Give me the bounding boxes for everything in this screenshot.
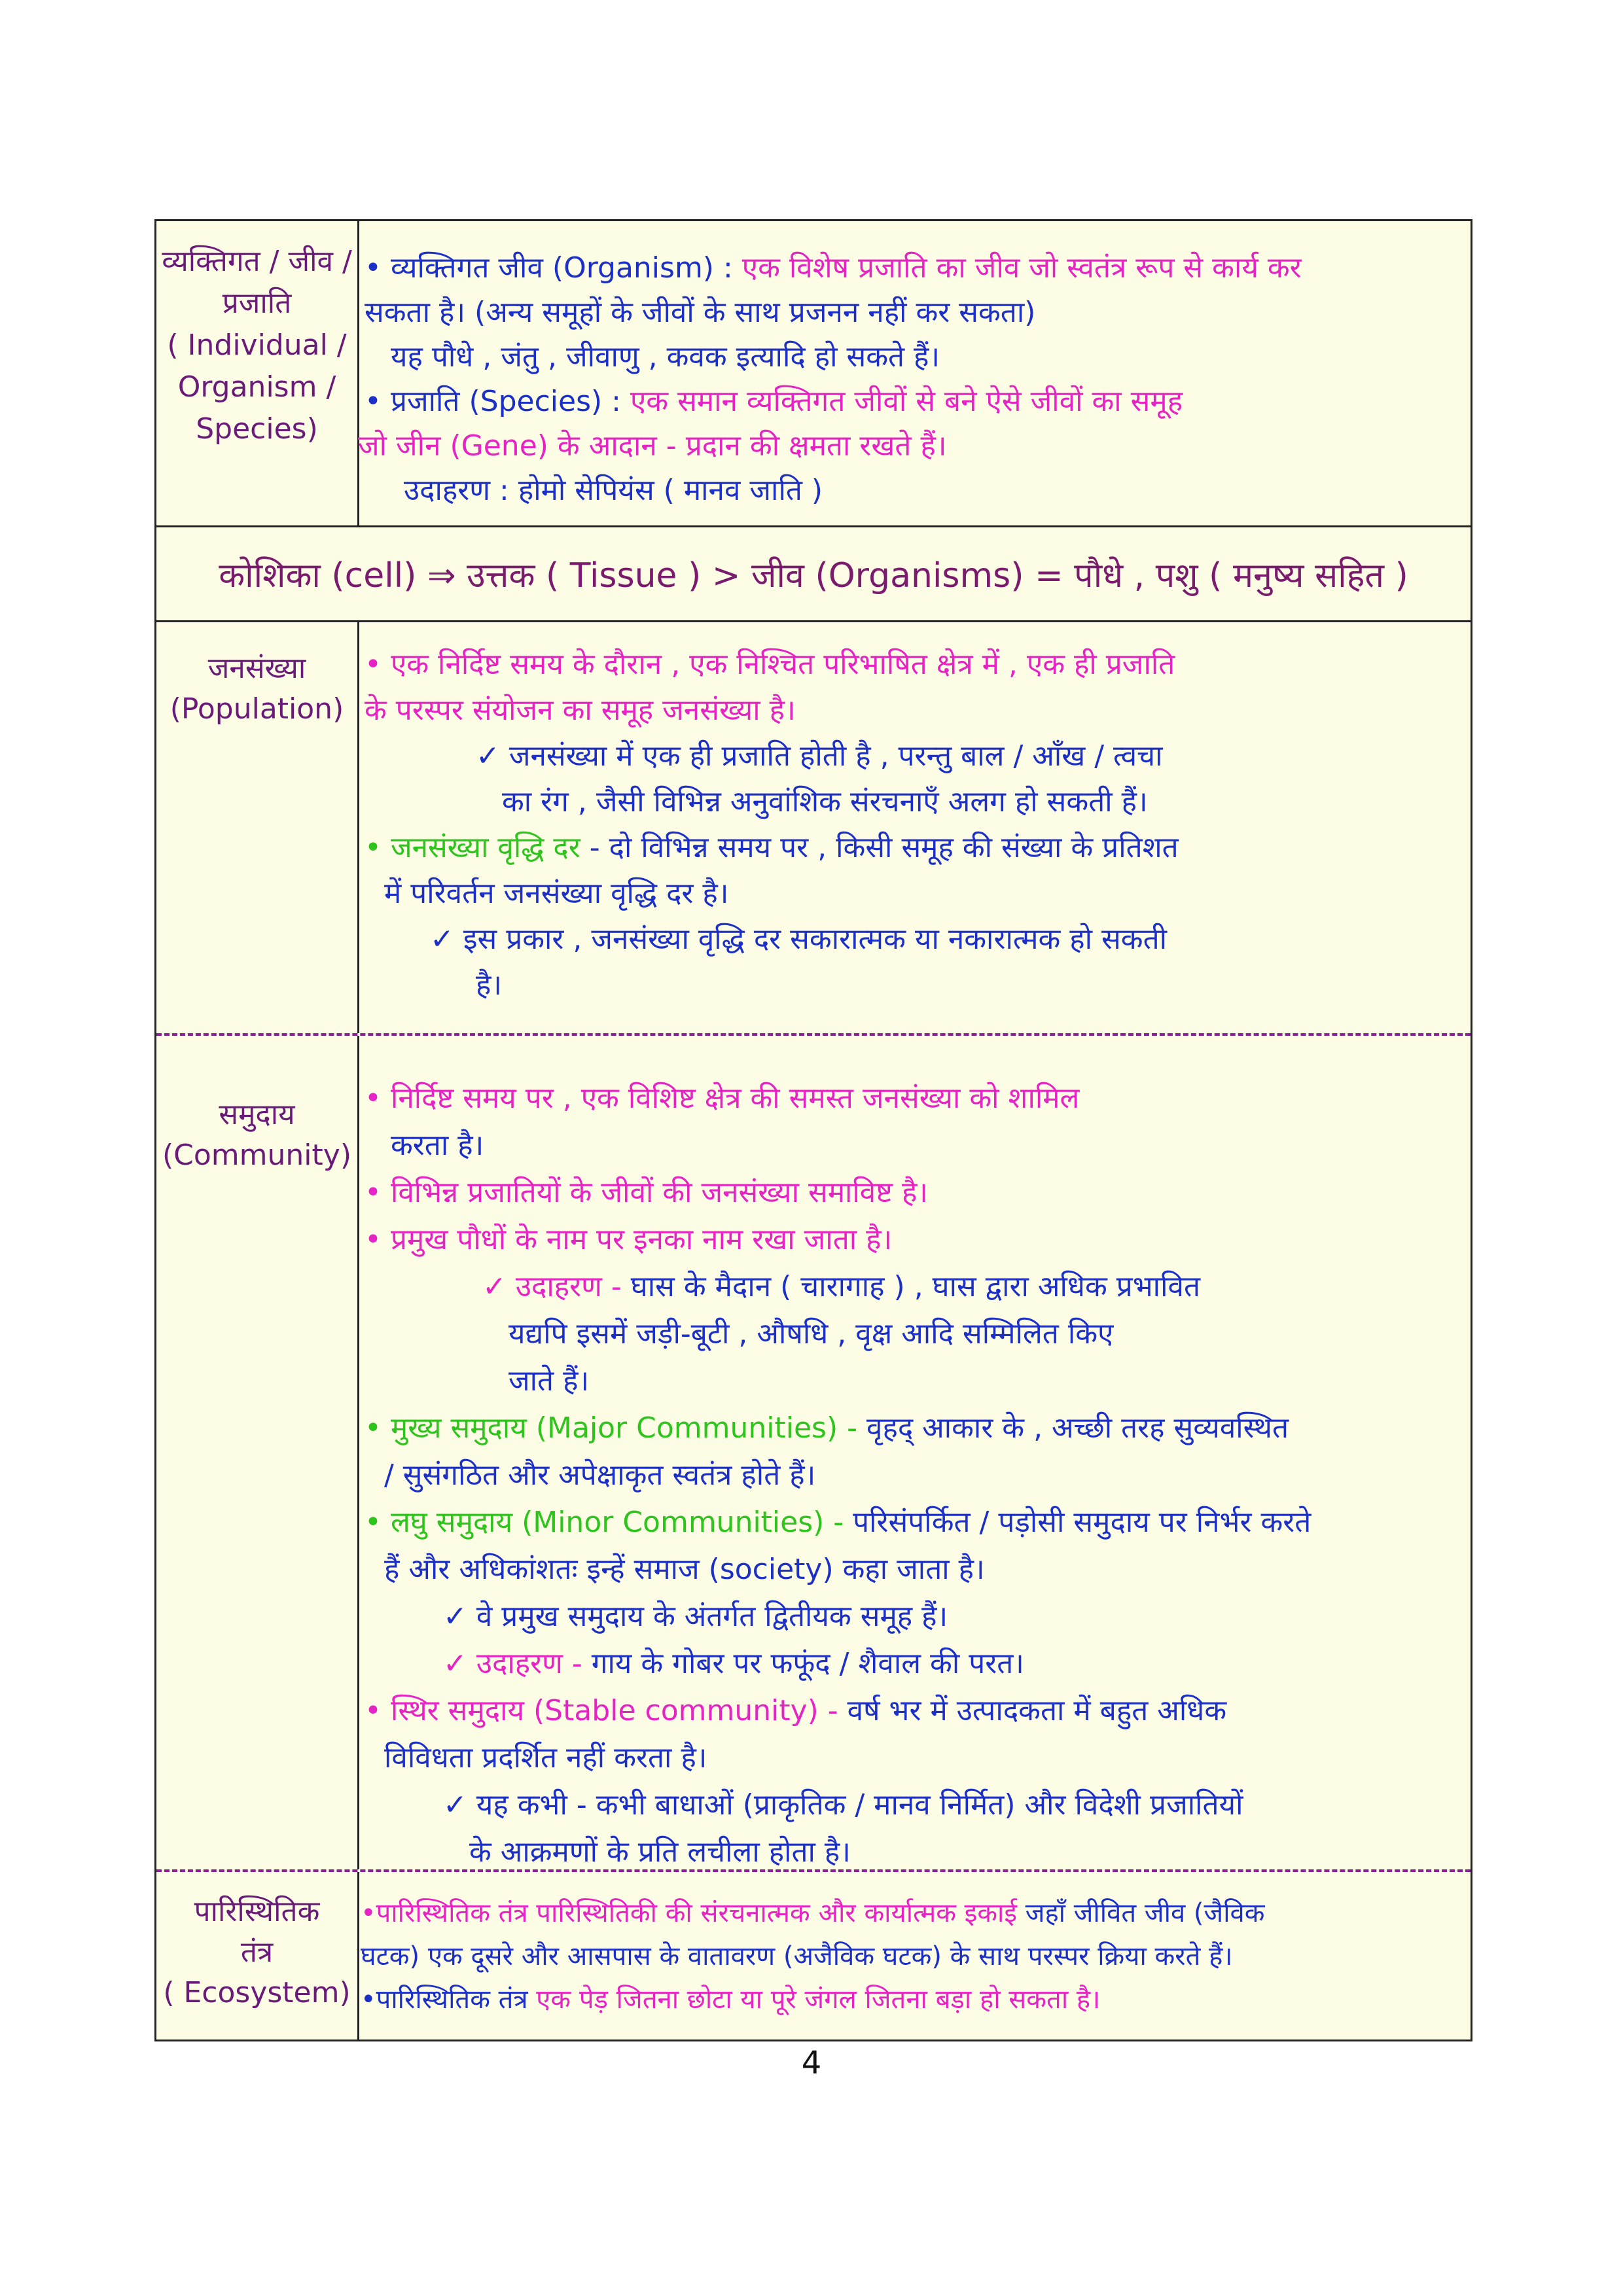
major-community-text: वृहद् आकार के , अच्छी तरह सुव्यवस्थित bbox=[857, 1411, 1289, 1445]
ecosystem-definition-cont: घटक) एक दूसरे और आसपास के वातावरण (अजैविक घटक) के साथ परस्पर क्रिया करते हैं। bbox=[361, 1941, 1233, 1971]
example-heading: ✓ उदाहरण - bbox=[482, 1270, 622, 1303]
row-organism-species bbox=[156, 221, 1471, 527]
growth-rate-note: ✓ इस प्रकार , जनसंख्या वृद्धि दर सकारात्मक या नकारात्मक हो सकती bbox=[430, 923, 1168, 956]
minor-community-heading: • लघु समुदाय (Minor Communities) - bbox=[365, 1506, 844, 1539]
example-text: गाय के गोबर पर फफूंद / शैवाल की परत। bbox=[582, 1647, 1024, 1680]
population-note: ✓ जनसंख्या में एक ही प्रजाति होती है , परन्तु बाल / आँख / त्वचा bbox=[476, 739, 1163, 773]
minor-community-example bbox=[365, 1640, 1451, 1687]
row-content-population bbox=[365, 642, 1451, 1008]
row-hierarchy bbox=[156, 527, 1471, 622]
stable-community-heading: • स्थिर समुदाय (Stable community) - bbox=[365, 1694, 838, 1727]
stable-community bbox=[365, 1687, 1451, 1735]
growth-rate-text: - दो विभिन्न समय पर , किसी समूह की संख्या के प्रतिशत bbox=[580, 831, 1179, 864]
population-definition: • एक निर्दिष्ट समय के दौरान , एक निश्चित परिभाषित क्षेत्र में , एक ही प्रजाति bbox=[365, 648, 1175, 681]
community-example bbox=[365, 1263, 1451, 1311]
page-number: 4 bbox=[801, 2045, 822, 2081]
major-community-cont: / सुसंगठित और अपेक्षाकृत स्वतंत्र होते हैं। bbox=[384, 1458, 816, 1492]
community-point-1-cont: करता है। bbox=[391, 1129, 484, 1162]
organism-heading: • व्यक्तिगत जीव (Organism) : bbox=[365, 251, 733, 285]
example-heading: ✓ उदाहरण - bbox=[443, 1647, 582, 1680]
notes-sheet bbox=[154, 219, 1472, 2041]
label-line: Organism / bbox=[177, 370, 336, 404]
ecosystem-definition-blue: जहाँ जीवित जीव (जैविक bbox=[1017, 1898, 1265, 1928]
growth-rate-heading: • जनसंख्या वृद्धि दर bbox=[365, 831, 580, 864]
community-point-3: • प्रमुख पौधों के नाम पर इनका नाम रखा जाता है। bbox=[365, 1223, 893, 1256]
row-ecosystem bbox=[156, 1872, 1471, 2040]
ecosystem-size-blue: •पारिस्थितिक तंत्र bbox=[361, 1985, 528, 2015]
population-note-cont: का रंग , जैसी विभिन्न अनुवांशिक संरचनाएँ अलग हो सकती हैं। bbox=[502, 785, 1148, 819]
minor-community bbox=[365, 1499, 1451, 1546]
minor-community-note: ✓ वे प्रमुख समुदाय के अंतर्गत द्वितीयक समूह हैं। bbox=[443, 1600, 948, 1633]
community-example-cont2: जाते हैं। bbox=[508, 1364, 590, 1398]
row-label-organism bbox=[156, 221, 359, 525]
community-point-2: • विभिन्न प्रजातियों के जीवों की जनसंख्या समाविष्ट है। bbox=[365, 1176, 928, 1209]
stable-community-cont: विविधता प्रदर्शित नहीं करता है। bbox=[384, 1741, 707, 1775]
growth-rate-definition bbox=[365, 825, 1451, 871]
label-line: जनसंख्या bbox=[207, 652, 306, 685]
hierarchy-line: कोशिका (cell) ⇒ उत्तक ( Tissue ) > जीव (Organisms) = पौधे , पशु ( मनुष्य सहित ) bbox=[219, 556, 1408, 595]
row-population bbox=[156, 622, 1471, 1036]
community-example-cont: यद्यपि इसमें जड़ी-बूटी , औषधि , वृक्ष आदि सम्मिलित किए bbox=[508, 1317, 1114, 1351]
label-line: (Community) bbox=[162, 1139, 351, 1172]
stable-community-note: ✓ यह कभी - कभी बाधाओं (प्राकृतिक / मानव निर्मित) और विदेशी प्रजातियों bbox=[443, 1788, 1243, 1822]
population-definition-cont: के परस्पर संयोजन का समूह जनसंख्या है। bbox=[365, 694, 796, 727]
ecosystem-size bbox=[361, 1978, 1463, 2021]
label-line: व्यक्तिगत / जीव / bbox=[162, 245, 352, 278]
community-point-1: • निर्दिष्ट समय पर , एक विशिष्ट क्षेत्र की समस्त जनसंख्या को शामिल bbox=[365, 1082, 1080, 1115]
species-definition bbox=[365, 380, 1451, 424]
row-label-community bbox=[156, 1036, 359, 1869]
species-text: एक समान व्यक्तिगत जीवों से बने ऐसे जीवों का समूह bbox=[620, 385, 1183, 418]
major-community bbox=[365, 1405, 1451, 1452]
label-line: Species) bbox=[196, 412, 318, 446]
label-line: ( Individual / bbox=[167, 328, 347, 362]
row-content-organism bbox=[358, 246, 1451, 513]
stable-community-note-cont: के आक्रमणों के प्रति लचीला होता है। bbox=[469, 1835, 851, 1869]
organism-line2: सकता है। (अन्य समूहों के जीवों के साथ प्रजनन नहीं कर सकता) bbox=[365, 296, 1036, 329]
ecosystem-definition-pink: •पारिस्थितिक तंत्र पारिस्थितिकी की संरचनात्मक और कार्यात्मक इकाई bbox=[361, 1898, 1018, 1928]
label-line: (Population) bbox=[169, 692, 344, 726]
label-line: प्रजाति bbox=[222, 287, 292, 320]
species-example: उदाहरण : होमो सेपियंस ( मानव जाति ) bbox=[404, 474, 823, 507]
minor-community-cont: हैं और अधिकांशतः इन्हें समाज (society) कहा जाता है। bbox=[384, 1553, 985, 1586]
stable-community-text: वर्ष भर में उत्पादकता में बहुत अधिक bbox=[838, 1694, 1227, 1727]
species-heading: • प्रजाति (Species) : bbox=[365, 385, 621, 418]
species-line2: जो जीन (Gene) के आदान - प्रदान की क्षमता रखते हैं। bbox=[358, 429, 947, 463]
organism-definition bbox=[365, 246, 1451, 291]
ecosystem-definition bbox=[361, 1892, 1463, 1935]
major-community-heading: • मुख्य समुदाय (Major Communities) - bbox=[365, 1411, 857, 1445]
row-content-community bbox=[365, 1075, 1451, 1876]
row-community bbox=[156, 1036, 1471, 1872]
minor-community-text: परिसंपर्कित / पड़ोसी समुदाय पर निर्भर करते bbox=[844, 1506, 1311, 1539]
label-line: पारिस्थितिक bbox=[194, 1895, 320, 1928]
organism-line3: यह पौधे , जंतु , जीवाणु , कवक इत्यादि हो सकते हैं। bbox=[391, 340, 940, 374]
row-label-ecosystem bbox=[156, 1872, 359, 2040]
example-text: घास के मैदान ( चारागाह ) , घास द्वारा अधिक प्रभावित bbox=[621, 1270, 1201, 1303]
label-line: समुदाय bbox=[219, 1098, 295, 1131]
growth-rate-note-cont: है। bbox=[476, 968, 503, 1002]
growth-rate-cont: में परिवर्तन जनसंख्या वृद्धि दर है। bbox=[384, 877, 729, 910]
row-label-population bbox=[156, 622, 359, 1033]
label-line: ( Ecosystem) bbox=[163, 1976, 351, 2009]
label-line: तंत्र bbox=[240, 1935, 274, 1969]
organism-text: एक विशेष प्रजाति का जीव जो स्वतंत्र रूप से कार्य कर bbox=[732, 251, 1302, 285]
ecosystem-size-pink: एक पेड़ जितना छोटा या पूरे जंगल जितना बड़ा हो सकता है। bbox=[527, 1985, 1101, 2015]
row-content-ecosystem bbox=[361, 1892, 1463, 2021]
